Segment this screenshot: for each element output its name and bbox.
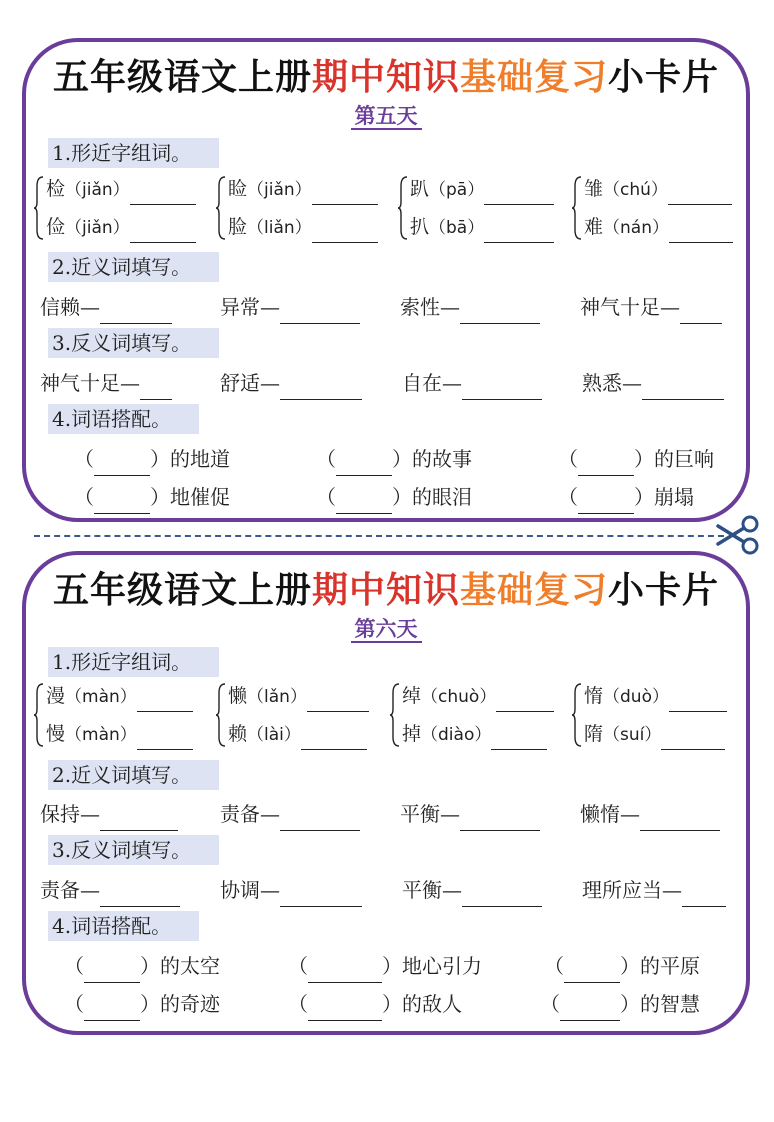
answer-blank[interactable]: [460, 808, 540, 831]
char-item: 懒（lǎn）: [228, 681, 369, 711]
match-text: 的奇迹: [160, 992, 220, 1016]
answer-blank[interactable]: [462, 884, 542, 907]
word: 理所应当—: [582, 878, 682, 902]
char: 掉: [402, 723, 422, 745]
char-item: 雏（chú）: [584, 174, 732, 204]
match-item: （ ）崩塌: [558, 480, 694, 514]
answer-blank[interactable]: [669, 689, 727, 712]
day-label: [26, 615, 746, 643]
title-part2: 期中知识: [311, 57, 460, 98]
word-cell: [220, 873, 362, 907]
char-pair-group: [34, 679, 212, 749]
section-heading-synonyms: 2.近义词填写。: [48, 760, 219, 790]
answer-blank[interactable]: [94, 491, 150, 514]
pinyin: jiǎn: [264, 180, 295, 200]
brace-icon: [34, 683, 44, 747]
match-item: （ ）的奇迹: [64, 987, 220, 1021]
match-item: （ ）的故事: [316, 442, 472, 476]
section-heading-collocation: 4.词语搭配。: [48, 911, 199, 941]
char-item: 俭（jiǎn）: [46, 212, 196, 242]
char: 脸: [228, 216, 248, 238]
cut-line: [34, 535, 724, 537]
match-text: 的地道: [170, 447, 230, 471]
answer-blank[interactable]: [491, 727, 547, 750]
word-cell: [220, 290, 360, 324]
brace-icon: [572, 176, 582, 240]
word-cell: [400, 797, 540, 831]
answer-blank[interactable]: [280, 377, 362, 400]
char: 扒: [410, 216, 430, 238]
day-text: 第五天: [351, 104, 422, 130]
char-pair-group: [216, 172, 394, 242]
answer-blank[interactable]: [84, 998, 140, 1021]
antonym-row: [40, 873, 738, 907]
answer-blank[interactable]: [484, 182, 554, 205]
word-cell: [40, 797, 178, 831]
match-text: 的眼泪: [412, 485, 472, 509]
char: 惰: [584, 685, 604, 707]
match-text: 地催促: [170, 485, 230, 509]
answer-blank[interactable]: [642, 377, 724, 400]
pinyin: pā: [446, 180, 468, 200]
pinyin: bā: [446, 218, 468, 238]
title-part2: 期中知识: [311, 570, 460, 611]
answer-blank[interactable]: [280, 808, 360, 831]
title-part3: 基础复习: [460, 570, 609, 611]
section-heading-synonyms: 2.近义词填写。: [48, 252, 219, 282]
answer-blank[interactable]: [578, 491, 634, 514]
answer-blank[interactable]: [100, 884, 180, 907]
char-pair-group: [34, 172, 212, 242]
answer-blank[interactable]: [484, 220, 554, 243]
answer-blank[interactable]: [280, 301, 360, 324]
answer-blank[interactable]: [140, 377, 172, 400]
char: 慢: [46, 723, 66, 745]
char-item: 趴（pā）: [410, 174, 554, 204]
match-item: （ ）的平原: [544, 949, 700, 983]
card-title: [26, 569, 746, 613]
char: 懒: [228, 685, 248, 707]
char-item: 隋（suí）: [584, 719, 725, 749]
answer-blank[interactable]: [301, 727, 367, 750]
match-text: 的太空: [160, 954, 220, 978]
section-heading-similar-chars: 1.形近字组词。: [48, 647, 219, 677]
char-item: 扒（bā）: [410, 212, 554, 242]
day-text: 第六天: [351, 617, 422, 643]
match-item: （ ）的智慧: [540, 987, 700, 1021]
word: 舒适—: [220, 371, 280, 395]
pinyin: jiǎn: [82, 218, 113, 238]
antonym-row: [40, 366, 738, 400]
synonym-row: [40, 290, 738, 324]
answer-blank[interactable]: [312, 182, 378, 205]
answer-blank[interactable]: [100, 301, 172, 324]
title-part4: 小卡片: [608, 57, 720, 98]
brace-icon: [390, 683, 400, 747]
word: 自在—: [402, 371, 462, 395]
match-text: 的智慧: [640, 992, 700, 1016]
word-cell: [40, 873, 180, 907]
char: 睑: [228, 178, 248, 200]
answer-blank[interactable]: [137, 689, 193, 712]
word: 责备—: [40, 878, 100, 902]
answer-blank[interactable]: [312, 220, 378, 243]
review-card-day5: [22, 38, 750, 522]
match-item: （ ）的敌人: [288, 987, 462, 1021]
pinyin: màn: [82, 687, 120, 707]
match-item: （ ）的眼泪: [316, 480, 472, 514]
answer-blank[interactable]: [308, 998, 382, 1021]
answer-blank[interactable]: [578, 453, 634, 476]
char-item: 脸（liǎn）: [228, 212, 378, 242]
word: 神气十足—: [580, 295, 680, 319]
char: 雏: [584, 178, 604, 200]
word: 神气十足—: [40, 371, 140, 395]
char-pair-group: [572, 172, 750, 242]
review-card-day6: [22, 551, 750, 1035]
char: 俭: [46, 216, 66, 238]
match-text: 的平原: [640, 954, 700, 978]
word: 信赖—: [40, 295, 100, 319]
word: 懒惰—: [580, 802, 640, 826]
answer-blank[interactable]: [137, 727, 193, 750]
char: 趴: [410, 178, 430, 200]
word: 索性—: [400, 295, 460, 319]
brace-icon: [398, 176, 408, 240]
pinyin: chú: [620, 180, 651, 200]
answer-blank[interactable]: [280, 884, 362, 907]
word-cell: [400, 290, 540, 324]
match-item: （ ）地心引力: [288, 949, 482, 983]
brace-icon: [216, 683, 226, 747]
word: 协调—: [220, 878, 280, 902]
char: 漫: [46, 685, 66, 707]
answer-blank[interactable]: [680, 301, 722, 324]
char-item: 慢（màn）: [46, 719, 193, 749]
answer-blank[interactable]: [496, 689, 554, 712]
card-title: [26, 56, 746, 100]
char-item: 掉（diào）: [402, 719, 547, 749]
word: 责备—: [220, 802, 280, 826]
title-part1: 五年级语文上册: [52, 57, 312, 98]
word: 异常—: [220, 295, 280, 319]
pinyin: liǎn: [264, 218, 295, 238]
answer-blank[interactable]: [307, 689, 369, 712]
word-cell: [402, 873, 542, 907]
word: 熟悉—: [582, 371, 642, 395]
answer-blank[interactable]: [336, 453, 392, 476]
word-cell: [580, 290, 722, 324]
word-cell: [580, 797, 720, 831]
char: 检: [46, 178, 66, 200]
day-label: [26, 102, 746, 130]
word-cell: [582, 873, 726, 907]
pinyin: màn: [82, 725, 120, 745]
answer-blank[interactable]: [462, 377, 542, 400]
pinyin: chuò: [438, 687, 480, 707]
word-cell: [220, 366, 362, 400]
char: 难: [584, 216, 604, 238]
char-pair-group: [390, 679, 568, 749]
word: 平衡—: [400, 802, 460, 826]
answer-blank[interactable]: [564, 960, 620, 983]
word: 平衡—: [402, 878, 462, 902]
match-text: 的巨响: [654, 447, 714, 471]
match-item: （ ）的太空: [64, 949, 220, 983]
char-pair-group: [216, 679, 394, 749]
word: 保持—: [40, 802, 100, 826]
word-cell: [582, 366, 724, 400]
match-text: 的敌人: [402, 992, 462, 1016]
match-item: （ ）地催促: [74, 480, 230, 514]
answer-blank[interactable]: [336, 491, 392, 514]
answer-blank[interactable]: [661, 727, 725, 750]
char-pair-group: [572, 679, 750, 749]
char-pair-group: [398, 172, 576, 242]
match-item: （ ）的地道: [74, 442, 230, 476]
answer-blank[interactable]: [669, 220, 733, 243]
pinyin: diào: [438, 725, 475, 745]
char: 绰: [402, 685, 422, 707]
answer-blank[interactable]: [560, 998, 620, 1021]
answer-blank[interactable]: [460, 301, 540, 324]
brace-icon: [572, 683, 582, 747]
char: 赖: [228, 723, 248, 745]
answer-blank[interactable]: [94, 453, 150, 476]
match-text: 地心引力: [402, 954, 482, 978]
answer-blank[interactable]: [668, 182, 732, 205]
char-item: 检（jiǎn）: [46, 174, 196, 204]
pinyin: suí: [620, 725, 645, 745]
char-item: 惰（duò）: [584, 681, 727, 711]
answer-blank[interactable]: [130, 220, 196, 243]
char-item: 漫（màn）: [46, 681, 193, 711]
char-item: 难（nán）: [584, 212, 733, 242]
pinyin: nán: [620, 218, 652, 238]
brace-icon: [34, 176, 44, 240]
word-cell: [40, 290, 172, 324]
pinyin: duò: [620, 687, 652, 707]
title-part4: 小卡片: [608, 570, 720, 611]
section-heading-similar-chars: 1.形近字组词。: [48, 138, 219, 168]
brace-icon: [216, 176, 226, 240]
match-text: 崩塌: [654, 485, 694, 509]
section-heading-antonyms: 3.反义词填写。: [48, 328, 219, 358]
answer-blank[interactable]: [84, 960, 140, 983]
char-item: 睑（jiǎn）: [228, 174, 378, 204]
char: 隋: [584, 723, 604, 745]
answer-blank[interactable]: [100, 808, 178, 831]
title-part1: 五年级语文上册: [52, 570, 312, 611]
answer-blank[interactable]: [308, 960, 382, 983]
title-part3: 基础复习: [460, 57, 609, 98]
word-cell: [40, 366, 172, 400]
pinyin: jiǎn: [82, 180, 113, 200]
pinyin: lǎn: [264, 687, 290, 707]
pinyin: lài: [264, 725, 284, 745]
answer-blank[interactable]: [682, 884, 726, 907]
synonym-row: [40, 797, 738, 831]
section-heading-collocation: 4.词语搭配。: [48, 404, 199, 434]
match-item: （ ）的巨响: [558, 442, 714, 476]
word-cell: [402, 366, 542, 400]
section-heading-antonyms: 3.反义词填写。: [48, 835, 219, 865]
char-item: 绰（chuò）: [402, 681, 554, 711]
match-text: 的故事: [412, 447, 472, 471]
char-item: 赖（lài）: [228, 719, 367, 749]
answer-blank[interactable]: [640, 808, 720, 831]
word-cell: [220, 797, 360, 831]
scissors-icon: [714, 514, 762, 556]
answer-blank[interactable]: [130, 182, 196, 205]
